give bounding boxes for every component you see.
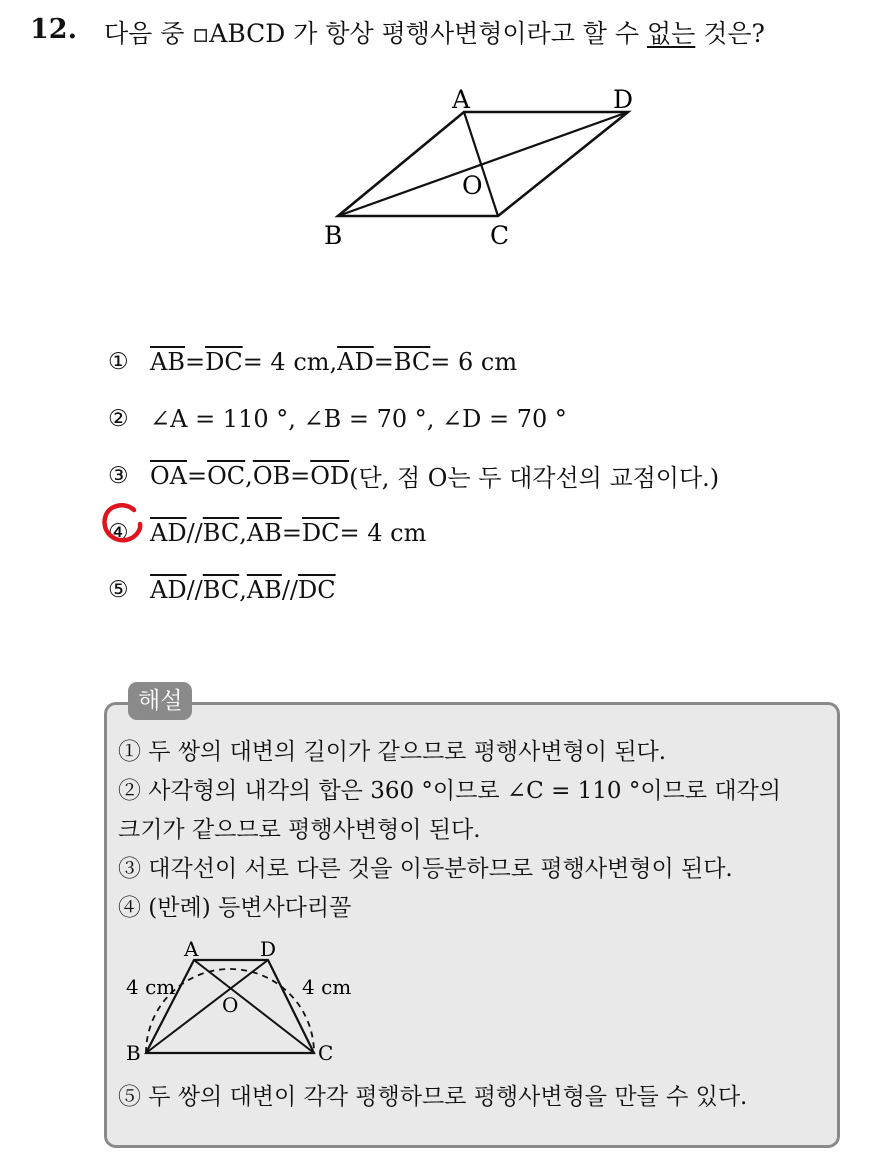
option-text: // <box>186 518 203 547</box>
option-3[interactable] <box>108 447 719 504</box>
option-text: ∠A = 110 °, ∠B = 70 °, ∠D = 70 ° <box>150 404 567 433</box>
segment-ab: $\overline{AB}$ <box>150 347 185 376</box>
solution-line: ① 두 쌍의 대변의 길이가 같으므로 평행사변형이 된다. <box>118 739 667 765</box>
label-d: D <box>613 85 634 114</box>
segment-dc: $\overline{DC}$ <box>205 347 243 376</box>
solution-line: ③ 대각선이 서로 다른 것을 이등분하므로 평행사변형이 된다. <box>118 856 733 882</box>
segment-ab: $\overline{AB}$ <box>246 518 282 547</box>
parallelogram-figure <box>300 78 660 258</box>
answer-mark-icon <box>100 500 146 546</box>
segment-oc: $\overline{OC}$ <box>207 461 246 490</box>
segment-dc: $\overline{DC}$ <box>297 575 336 604</box>
trap-label-b: B <box>126 1041 141 1065</box>
label-o: O <box>462 171 483 200</box>
question-text <box>104 14 765 50</box>
trap-diagonal-bd <box>146 960 268 1053</box>
trap-label-o: O <box>222 993 239 1017</box>
option-number: ⑤ <box>108 576 129 603</box>
segment-oa: $\overline{OA}$ <box>150 461 188 490</box>
option-text: , <box>245 461 253 490</box>
option-2[interactable] <box>108 390 719 447</box>
label-c: C <box>490 221 510 250</box>
label-a: A <box>452 85 471 114</box>
option-number: ④ <box>108 519 129 546</box>
option-text: // <box>186 575 203 604</box>
solution-line: ② 사각형의 내각의 합은 360 °이므로 ∠C = 110 °이므로 대각의 <box>118 778 781 804</box>
answer-options <box>108 333 719 618</box>
segment-bc: $\overline{BC}$ <box>393 347 431 376</box>
trap-right-length: 4 cm <box>302 975 352 999</box>
option-text: = <box>290 461 311 490</box>
solution-text <box>118 733 781 928</box>
option-text: (단, 점 O는 두 대각선의 교점이다.) <box>349 464 720 492</box>
question-text-before: 다음 중 ▫ABCD 가 항상 평행사변형이라고 할 수 <box>104 19 647 48</box>
option-1[interactable] <box>108 333 719 390</box>
option-text: = 4 cm, <box>242 347 338 376</box>
trap-label-a: A <box>184 937 199 961</box>
segment-bc: $\overline{BC}$ <box>202 518 240 547</box>
trap-diagonal-ac <box>194 960 314 1053</box>
trap-label-c: C <box>318 1041 334 1065</box>
option-text: = <box>184 347 206 376</box>
option-text: = <box>187 461 208 490</box>
trap-left-length: 4 cm <box>126 975 176 999</box>
option-text: = 6 cm <box>430 347 518 376</box>
segment-bc: $\overline{BC}$ <box>202 575 240 604</box>
option-number: ② <box>108 405 129 432</box>
segment-dc: $\overline{DC}$ <box>301 518 340 547</box>
question-number: 12. <box>30 14 77 45</box>
segment-ad: $\overline{AD}$ <box>150 518 187 547</box>
trap-label-d: D <box>260 937 277 961</box>
option-5[interactable] <box>108 561 719 618</box>
segment-ob: $\overline{OB}$ <box>252 461 291 490</box>
segment-od: $\overline{OD}$ <box>310 461 350 490</box>
option-text: , <box>239 575 247 604</box>
option-text: = <box>281 518 302 547</box>
question-text-after: 것은? <box>695 19 765 48</box>
option-text: , <box>239 518 247 547</box>
option-text: = <box>373 347 394 376</box>
solution-tag: 해설 <box>128 682 192 720</box>
solution-last-line: ⑤ 두 쌍의 대변이 각각 평행하므로 평행사변형을 만들 수 있다. <box>118 1084 748 1110</box>
trapezoid-figure <box>118 932 368 1072</box>
option-4[interactable] <box>108 504 719 561</box>
option-number: ① <box>108 348 129 375</box>
segment-ab: $\overline{AB}$ <box>246 575 282 604</box>
label-b: B <box>324 221 343 250</box>
solution-line: ④ (반례) 등변사다리꼴 <box>118 895 352 921</box>
option-text: // <box>281 575 298 604</box>
segment-ad: $\overline{AD}$ <box>337 347 374 376</box>
option-number: ③ <box>108 462 129 489</box>
solution-line: 크기가 같으므로 평행사변형이 된다. <box>118 817 481 843</box>
diagonal-bd <box>338 112 628 216</box>
option-text: = 4 cm <box>339 518 427 547</box>
segment-ad: $\overline{AD}$ <box>150 575 187 604</box>
question-text-underlined: 없는 <box>646 19 696 48</box>
